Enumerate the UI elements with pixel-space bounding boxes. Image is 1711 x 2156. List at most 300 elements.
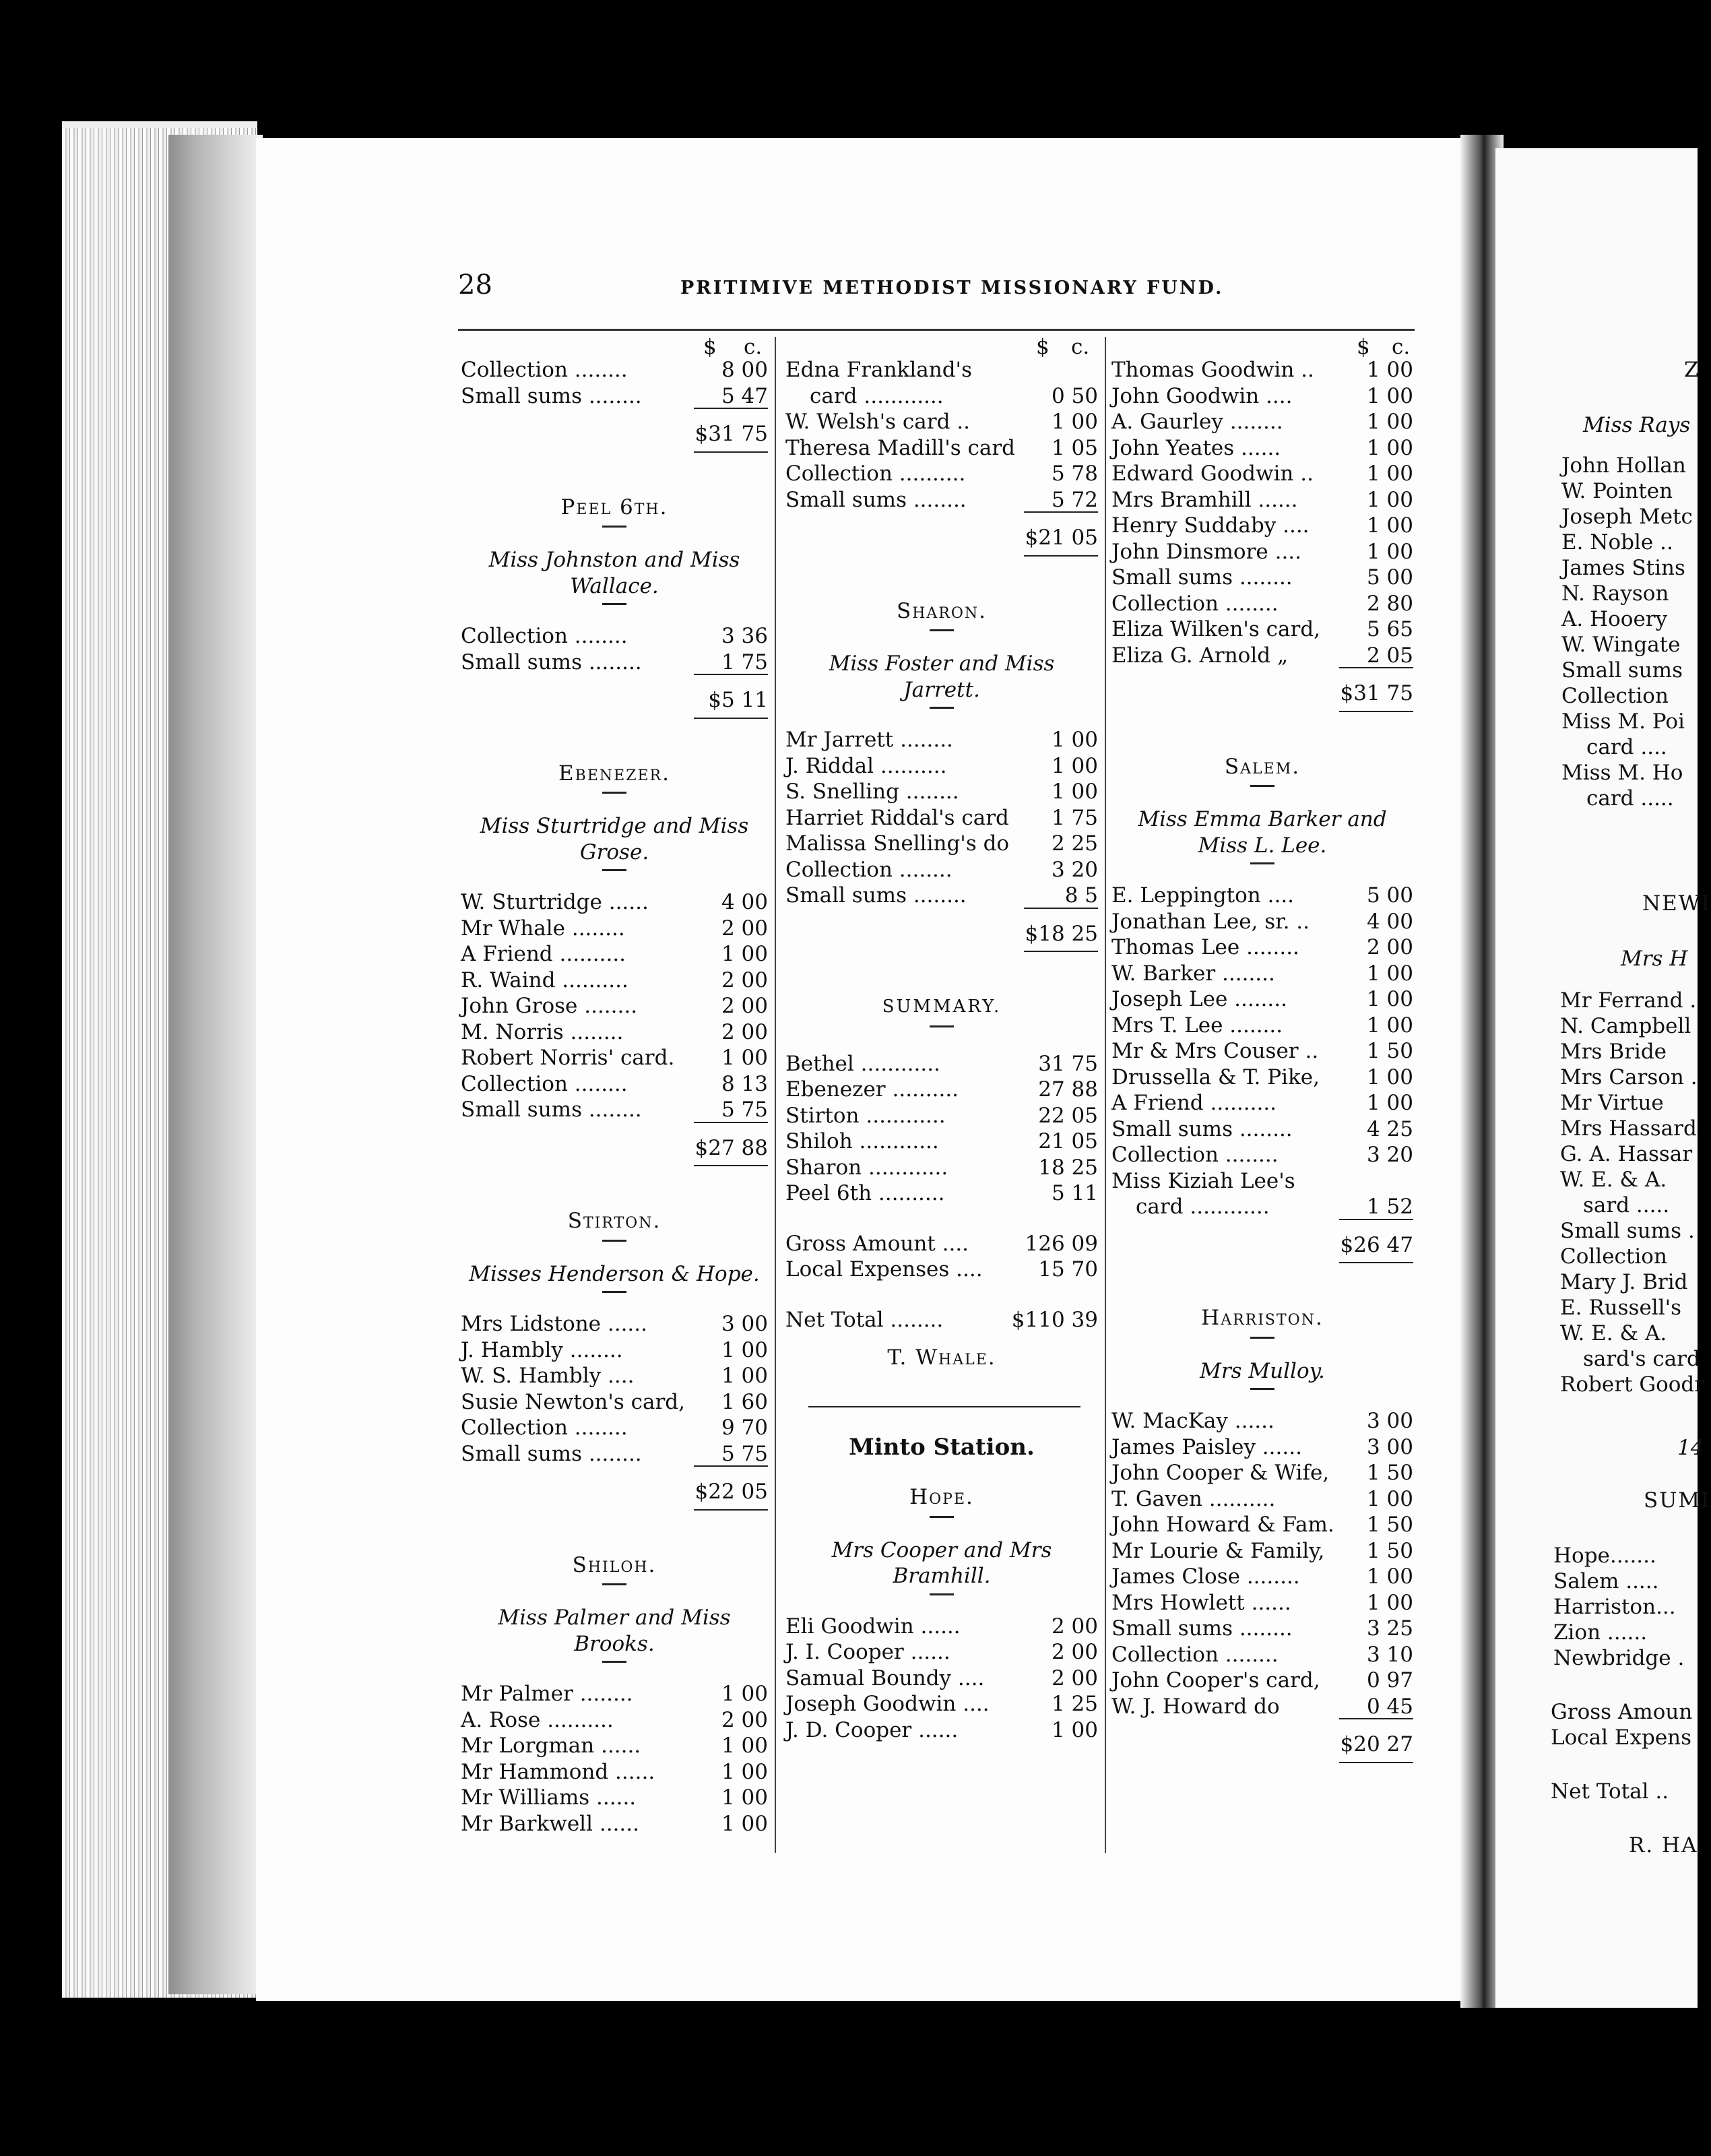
entry-amount: 1 00 — [1366, 513, 1413, 538]
right-page-fragment: E. Noble .. — [1561, 530, 1673, 554]
entry-amount: 1 00 — [721, 1682, 768, 1706]
entry-name: Collection ........ — [1111, 591, 1279, 616]
page-number: 28 — [458, 270, 492, 300]
entry-amount: 5 75 — [721, 1098, 768, 1122]
entry-name: Mrs Lidstone ...... — [461, 1312, 647, 1336]
entry-amount: 1 52 — [1366, 1195, 1413, 1219]
collectors-line: Miss Palmer and Miss — [498, 1606, 731, 1630]
right-page-fragment: Mrs Carson . — [1560, 1065, 1698, 1089]
entry-amount: 1 00 — [721, 1337, 768, 1362]
entry-amount: 5 72 — [1051, 487, 1098, 512]
entry-name: Harriet Riddal's card — [785, 805, 1009, 830]
entry-amount: 5 65 — [1366, 617, 1413, 641]
total-rule-bottom — [1024, 555, 1098, 557]
section-heading: Hope. — [909, 1485, 974, 1509]
entry-name: John Howard & Fam. — [1111, 1513, 1334, 1537]
entry-name: Small sums ........ — [1111, 1616, 1293, 1641]
right-page-fragment: Mr Ferrand . — [1560, 988, 1697, 1013]
entry-amount: 1 00 — [1051, 728, 1098, 752]
entry-name: Small sums ........ — [1111, 1116, 1293, 1141]
right-page-fragment: W. Pointen — [1561, 479, 1673, 503]
entry-amount: 2 00 — [721, 994, 768, 1018]
entry-amount: 1 50 — [1366, 1513, 1413, 1537]
entry-amount: 1 75 — [721, 649, 768, 674]
entry-amount: 22 05 — [1038, 1103, 1098, 1128]
section-heading: Salem. — [1224, 754, 1301, 779]
entry-amount: 1 00 — [1366, 1065, 1413, 1089]
collectors-line: Wallace. — [570, 573, 659, 598]
entry-name: Peel 6th .......... — [785, 1181, 945, 1205]
entry-name: Collection ........ — [461, 358, 628, 382]
right-page-fragment: Mr Virtue — [1560, 1091, 1664, 1115]
right-page-fragment: W. E. & A. — [1560, 1168, 1667, 1192]
right-page-fragment: 14 — [1677, 1436, 1704, 1460]
total-rule-bottom — [694, 1165, 768, 1166]
entry-name: W. MacKay ...... — [1111, 1409, 1274, 1433]
entry-name: Susie Newton's card, — [461, 1389, 685, 1414]
total-rule-top — [694, 674, 768, 675]
entry-amount: 8 13 — [721, 1071, 768, 1096]
entry-name: T. Gaven .......... — [1111, 1486, 1276, 1511]
entry-name: Collection ........ — [461, 1071, 628, 1096]
entry-name: J. Hambly ........ — [461, 1337, 623, 1362]
total-rule-bottom — [1024, 951, 1098, 952]
entry-amount: 2 00 — [1051, 1666, 1098, 1690]
entry-amount: 5 75 — [721, 1441, 768, 1466]
total-rule-top — [1024, 511, 1098, 513]
entry-name: Samual Boundy .... — [785, 1666, 985, 1690]
entry-name: Bethel ............ — [785, 1051, 940, 1076]
entry-name: Mrs Bramhill ...... — [1111, 487, 1298, 512]
section-total: $31 75 — [695, 422, 768, 446]
entry-name: Gross Amount .... — [785, 1231, 969, 1256]
entry-name: Thomas Goodwin .. — [1111, 358, 1314, 382]
right-page-fragment: sard ..... — [1583, 1193, 1670, 1217]
entry-amount: 1 00 — [721, 1734, 768, 1758]
entry-amount: 31 75 — [1038, 1051, 1098, 1076]
entry-amount: 1 00 — [1051, 780, 1098, 804]
section-total: $26 47 — [1340, 1232, 1413, 1257]
entry-amount: 1 00 — [1051, 1717, 1098, 1742]
entry-amount: 9 70 — [721, 1416, 768, 1440]
collectors-dash — [930, 707, 954, 709]
entry-amount: 5 78 — [1051, 462, 1098, 486]
entry-amount: 1 00 — [1366, 961, 1413, 986]
col1-cents-header: c. — [744, 335, 763, 359]
entry-name: Stirton ............ — [785, 1103, 946, 1128]
entry-name: Edna Frankland's — [785, 358, 972, 382]
entry-name: Henry Suddaby .... — [1111, 513, 1310, 538]
right-page-fragment: Miss M. Ho — [1561, 761, 1683, 785]
entry-name: J. Riddal .......... — [785, 753, 947, 778]
entry-amount: 1 50 — [1366, 1538, 1413, 1563]
entry-name: Joseph Lee ........ — [1111, 987, 1287, 1011]
entry-name: Mr Lourie & Family, — [1111, 1538, 1325, 1563]
entry-amount: 1 00 — [1051, 410, 1098, 434]
entry-name: Mr Lorgman ...... — [461, 1734, 641, 1758]
entry-amount: 2 80 — [1366, 591, 1413, 616]
entry-amount: 18 25 — [1038, 1155, 1098, 1180]
right-page-fragment: Joseph Metc — [1561, 505, 1693, 529]
entry-name: Mr Whale ........ — [461, 916, 625, 941]
entry-name: Thomas Lee ........ — [1111, 935, 1299, 959]
entry-amount: 2 00 — [1366, 935, 1413, 959]
entry-name: Small sums ........ — [785, 487, 967, 512]
right-page-fragment: Small sums — [1561, 658, 1683, 683]
entry-amount: 21 05 — [1038, 1129, 1098, 1153]
heading-dash — [1250, 785, 1274, 787]
entry-name: A Friend .......... — [461, 942, 626, 966]
total-rule-top — [694, 408, 768, 409]
entry-amount: 5 47 — [721, 383, 768, 408]
right-page-fragment: G. A. Hassar — [1560, 1142, 1693, 1166]
entry-name: A. Gaurley ........ — [1111, 410, 1283, 434]
entry-amount: 1 00 — [721, 1785, 768, 1810]
entry-name: J. I. Cooper ...... — [785, 1640, 950, 1664]
entry-name: Mr Barkwell ...... — [461, 1811, 639, 1836]
running-head: PRITIMIVE METHODIST MISSIONARY FUND. — [680, 278, 1224, 298]
header-rule — [458, 329, 1415, 331]
entry-name: John Goodwin .... — [1111, 383, 1293, 408]
entry-name: Jonathan Lee, sr. .. — [1111, 909, 1310, 934]
entry-name: Mrs T. Lee ........ — [1111, 1013, 1283, 1038]
entry-amount: 2 00 — [721, 1707, 768, 1732]
entry-amount: 2 00 — [721, 916, 768, 941]
right-page-fragment: SUMI — [1644, 1488, 1711, 1513]
collectors-line: Miss L. Lee. — [1198, 833, 1327, 858]
collectors-line: Bramhill. — [893, 1564, 991, 1588]
entry-name: Collection ........ — [1111, 1143, 1279, 1167]
entry-amount: 27 88 — [1038, 1077, 1098, 1102]
entry-name: Mr Jarrett ........ — [785, 728, 953, 752]
collectors-dash — [1250, 1388, 1274, 1390]
entry-amount: 3 36 — [721, 624, 768, 648]
total-rule-bottom — [1339, 1262, 1413, 1263]
collectors-line: Mrs Mulloy. — [1200, 1358, 1325, 1383]
entry-amount: 2 00 — [1051, 1614, 1098, 1639]
entry-name: John Yeates ...... — [1111, 435, 1281, 460]
entry-amount: 3 00 — [1366, 1409, 1413, 1433]
station-rule — [808, 1406, 1080, 1407]
entry-name: W. Welsh's card .. — [785, 410, 970, 434]
right-page-fragment: N. Campbell — [1560, 1014, 1691, 1038]
entry-amount: 15 70 — [1038, 1257, 1098, 1281]
entry-amount: 8 5 — [1064, 883, 1098, 908]
entry-name: John Cooper's card, — [1111, 1668, 1320, 1692]
entry-name: Small sums ........ — [461, 383, 642, 408]
entry-amount: 1 00 — [1366, 1564, 1413, 1589]
entry-amount: 1 50 — [1366, 1461, 1413, 1485]
total-rule-top — [1024, 908, 1098, 909]
right-page-fragment: sard's card — [1583, 1347, 1700, 1371]
entry-name: Collection ........ — [1111, 1642, 1279, 1667]
section-heading: Sharon. — [896, 598, 987, 623]
heading-dash — [1250, 1337, 1274, 1339]
entry-name: Mrs Howlett ...... — [1111, 1590, 1291, 1615]
right-page-fragment: R. HA — [1629, 1833, 1698, 1858]
entry-name: Small sums ........ — [461, 1098, 642, 1122]
col2-cents-header: c. — [1071, 335, 1090, 359]
entry-name: Small sums ........ — [461, 649, 642, 674]
collectors-line: Miss Johnston and Miss — [488, 548, 740, 572]
entry-amount: 4 00 — [721, 890, 768, 914]
collectors-line: Jarrett. — [903, 677, 980, 702]
collectors-dash — [930, 1593, 954, 1595]
entry-name: Theresa Madill's card — [785, 435, 1015, 460]
collectors-dash — [602, 1291, 626, 1293]
entry-amount: 1 00 — [721, 1364, 768, 1388]
entry-amount: 1 00 — [1366, 383, 1413, 408]
heading-dash — [930, 629, 954, 631]
total-rule-bottom — [694, 451, 768, 453]
entry-amount: 1 00 — [721, 1046, 768, 1070]
entry-name: Mr Palmer ........ — [461, 1682, 633, 1706]
entry-amount: 0 97 — [1366, 1668, 1413, 1692]
entry-name: Joseph Goodwin .... — [785, 1692, 990, 1716]
entry-amount: 1 00 — [1366, 1486, 1413, 1511]
total-rule-top — [1339, 1219, 1413, 1220]
entry-amount: 8 00 — [721, 358, 768, 382]
entry-name: Drussella & T. Pike, — [1111, 1065, 1320, 1089]
entry-name: Mr Williams ...... — [461, 1785, 637, 1810]
entry-amount: 1 00 — [1051, 753, 1098, 778]
entry-amount: 5 11 — [1051, 1181, 1098, 1205]
entry-name: Ebenezer .......... — [785, 1077, 959, 1102]
entry-name: Sharon ............ — [785, 1155, 948, 1180]
entry-name: Mr Hammond ...... — [461, 1759, 655, 1784]
entry-name: S. Snelling ........ — [785, 780, 959, 804]
entry-amount: 1 60 — [721, 1389, 768, 1414]
right-page-fragment: Z — [1684, 358, 1699, 382]
station-heading: Minto Station. — [849, 1433, 1035, 1461]
entry-amount: 1 00 — [1366, 435, 1413, 460]
entry-amount: 1 00 — [721, 1759, 768, 1784]
entry-name: Collection ........ — [785, 857, 953, 882]
right-page-fragment: Gross Amoun — [1551, 1700, 1693, 1724]
entry-amount: 1 00 — [1366, 1091, 1413, 1115]
right-page-fragment: W. Wingate — [1561, 633, 1681, 657]
entry-name: W. J. Howard do — [1111, 1694, 1280, 1719]
section-total: $18 25 — [1025, 921, 1098, 946]
right-page-fragment: Mrs Bride — [1560, 1040, 1667, 1064]
total-rule-bottom — [694, 718, 768, 719]
entry-amount: 2 00 — [721, 1019, 768, 1044]
col1-dollar-header: $ — [703, 335, 717, 359]
entry-name: Net Total ........ — [785, 1307, 944, 1332]
heading-dash — [602, 1240, 626, 1242]
heading-dash — [930, 1025, 954, 1027]
collectors-line: Miss Sturtridge and Miss — [480, 814, 749, 838]
entry-amount: 126 09 — [1025, 1231, 1098, 1256]
entry-amount: 3 25 — [1366, 1616, 1413, 1641]
entry-amount: 4 00 — [1366, 909, 1413, 934]
entry-amount: 3 20 — [1051, 857, 1098, 882]
entry-name: Mr & Mrs Couser .. — [1111, 1039, 1319, 1063]
right-page-fragment: card .... — [1586, 735, 1667, 759]
section-total: $22 05 — [695, 1480, 768, 1504]
entry-name: W. S. Hambly .... — [461, 1364, 635, 1388]
entry-amount: 0 45 — [1366, 1694, 1413, 1719]
summary-heading: SUMMARY. — [882, 996, 1002, 1017]
entry-name: W. Barker ........ — [1111, 961, 1275, 986]
total-rule-top — [1339, 1718, 1413, 1719]
right-page-fragment: W. E. & A. — [1560, 1321, 1667, 1345]
entry-name: Collection ........ — [461, 1416, 628, 1440]
right-page-fragment: Small sums . — [1560, 1219, 1695, 1243]
section-total: $21 05 — [1025, 526, 1098, 550]
right-page-fragment: Mrs H — [1621, 947, 1688, 971]
entry-name: A Friend .......... — [1111, 1091, 1277, 1115]
entry-amount: 5 00 — [1366, 565, 1413, 590]
total-rule-bottom — [694, 1509, 768, 1511]
col3-cents-header: c. — [1392, 335, 1411, 359]
entry-name: James Close ........ — [1111, 1564, 1300, 1589]
right-page-fragment: Robert Goodr — [1560, 1372, 1705, 1397]
entry-name: John Grose ........ — [461, 994, 638, 1018]
right-page-fragment: James Stins — [1561, 556, 1685, 580]
right-page-fragment: Miss M. Poi — [1561, 709, 1685, 734]
collectors-dash — [602, 869, 626, 871]
heading-dash — [602, 1583, 626, 1585]
right-page-fragment: Miss Rays — [1583, 413, 1691, 437]
entry-amount: 1 05 — [1051, 435, 1098, 460]
entry-amount: 1 50 — [1366, 1039, 1413, 1063]
total-rule-bottom — [1339, 1762, 1413, 1763]
entry-name: M. Norris ........ — [461, 1019, 624, 1044]
collectors-line: Mrs Cooper and Mrs — [831, 1537, 1052, 1562]
book-page-edge-shadow — [168, 135, 263, 1994]
section-heading: Peel 6th. — [560, 495, 668, 519]
entry-name: Small sums ........ — [461, 1441, 642, 1466]
right-page-fragment: Mrs Hassard — [1560, 1116, 1697, 1141]
entry-amount: 1 00 — [1366, 987, 1413, 1011]
entry-amount: 1 00 — [721, 942, 768, 966]
section-total: $31 75 — [1340, 681, 1413, 705]
right-page-fragment: A. Hooery — [1561, 607, 1668, 631]
right-page-fragment: John Hollan — [1561, 453, 1686, 478]
section-heading: Shiloh. — [572, 1552, 657, 1577]
entry-name: Collection .......... — [785, 462, 966, 486]
collectors-dash — [602, 1661, 626, 1663]
right-page-fragment: card ..... — [1586, 786, 1674, 811]
entry-amount: 4 25 — [1366, 1116, 1413, 1141]
heading-dash — [930, 1516, 954, 1518]
entry-amount: 3 20 — [1366, 1143, 1413, 1167]
entry-amount: 1 00 — [1366, 410, 1413, 434]
right-page-fragment: Zion ...... — [1553, 1620, 1648, 1645]
section-heading: Stirton. — [567, 1209, 661, 1233]
right-page-fragment: Salem ..... — [1553, 1569, 1659, 1593]
entry-name: E. Leppington .... — [1111, 883, 1295, 908]
entry-name: card ............ — [810, 383, 944, 408]
entry-amount: 2 25 — [1051, 831, 1098, 856]
total-rule-top — [694, 1465, 768, 1467]
entry-amount: 1 75 — [1051, 805, 1098, 830]
entry-name: R. Waind .......... — [461, 968, 628, 992]
entry-name: J. D. Cooper ...... — [785, 1717, 959, 1742]
collectors-line: Miss Emma Barker and — [1138, 807, 1387, 831]
entry-name: card ............ — [1136, 1195, 1270, 1219]
right-page-fragment: Collection — [1561, 684, 1669, 708]
entry-name: W. Sturtridge ...... — [461, 890, 649, 914]
section-heading: Ebenezer. — [558, 761, 670, 786]
entry-name: Local Expenses .... — [785, 1257, 983, 1281]
right-page-fragment: Hope....... — [1553, 1544, 1656, 1568]
right-page-fragment: NEWI — [1642, 891, 1711, 916]
entry-name: James Paisley ...... — [1111, 1434, 1302, 1459]
entry-name: Small sums ........ — [1111, 565, 1293, 590]
entry-name: Shiloh ............ — [785, 1129, 939, 1153]
entry-name: Collection ........ — [461, 624, 628, 648]
entry-name: Miss Kiziah Lee's — [1111, 1168, 1295, 1193]
entry-amount: $110 39 — [1011, 1307, 1098, 1332]
entry-name: Small sums ........ — [785, 883, 967, 908]
entry-amount: 1 00 — [1366, 539, 1413, 564]
section-heading: Harriston. — [1201, 1306, 1324, 1330]
total-rule-top — [694, 1122, 768, 1123]
entry-amount: 1 00 — [1366, 1590, 1413, 1615]
entry-name: Edward Goodwin .. — [1111, 462, 1314, 486]
heading-dash — [602, 526, 626, 528]
entry-amount: 1 00 — [1366, 487, 1413, 512]
entry-amount: 1 25 — [1051, 1692, 1098, 1716]
col3-dollar-header: $ — [1357, 335, 1370, 359]
entry-amount: 2 05 — [1366, 643, 1413, 668]
entry-amount: 3 00 — [1366, 1434, 1413, 1459]
entry-name: John Cooper & Wife, — [1111, 1461, 1330, 1485]
right-page-fragment: E. Russell's — [1560, 1296, 1682, 1320]
right-page-fragment: Mary J. Brid — [1560, 1270, 1688, 1294]
section-total: $27 88 — [695, 1135, 768, 1160]
total-rule-top — [1339, 667, 1413, 668]
right-page-fragment: N. Rayson — [1561, 581, 1669, 606]
entry-amount: 1 00 — [1366, 462, 1413, 486]
entry-name: Eliza Wilken's card, — [1111, 617, 1321, 641]
entry-amount: 2 00 — [1051, 1640, 1098, 1664]
entry-amount: 1 00 — [721, 1811, 768, 1836]
section-total: $20 27 — [1340, 1732, 1413, 1756]
entry-name: Eliza G. Arnold „ — [1111, 643, 1289, 668]
signature: T. Whale. — [887, 1345, 996, 1370]
entry-amount: 2 00 — [721, 968, 768, 992]
column-divider-2 — [1105, 337, 1106, 1853]
entry-name: Eli Goodwin ...... — [785, 1614, 961, 1639]
entry-name: Robert Norris' card. — [461, 1046, 675, 1070]
right-page-fragment: Harriston... — [1553, 1595, 1676, 1619]
right-page-fragment: Collection — [1560, 1244, 1667, 1269]
entry-name: Malissa Snelling's do — [785, 831, 1010, 856]
collectors-dash — [602, 603, 626, 605]
entry-amount: 0 50 — [1051, 383, 1098, 408]
entry-name: John Dinsmore .... — [1111, 539, 1302, 564]
collectors-line: Brooks. — [574, 1631, 655, 1656]
collectors-line: Grose. — [579, 839, 649, 864]
right-page-fragment: Newbridge . — [1553, 1646, 1685, 1670]
entry-amount: 3 10 — [1366, 1642, 1413, 1667]
col2-dollar-header: $ — [1036, 335, 1050, 359]
right-page-fragment: Net Total .. — [1551, 1779, 1669, 1804]
collectors-line: Misses Henderson & Hope. — [469, 1261, 760, 1286]
section-total: $5 11 — [708, 688, 768, 712]
collectors-line: Miss Foster and Miss — [829, 652, 1055, 676]
right-page-fragment: Local Expens — [1551, 1725, 1692, 1750]
entry-amount: 3 00 — [721, 1312, 768, 1336]
column-divider-1 — [775, 337, 776, 1853]
collectors-dash — [1250, 862, 1274, 864]
entry-amount: 1 00 — [1366, 358, 1413, 382]
total-rule-bottom — [1339, 711, 1413, 712]
heading-dash — [602, 792, 626, 794]
